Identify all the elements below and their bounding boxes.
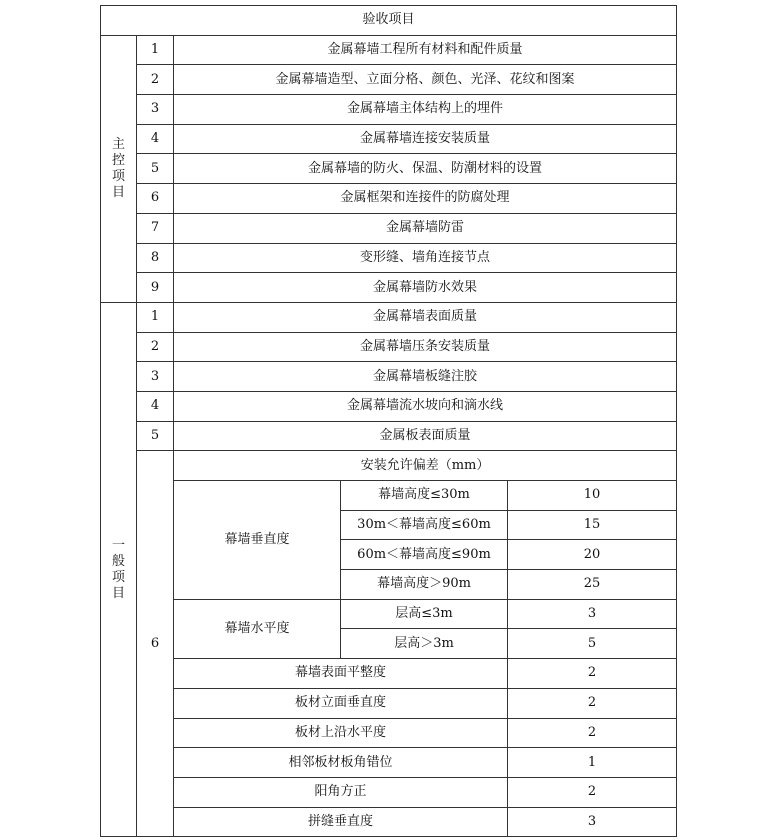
table-row: [101, 599, 677, 629]
table-header: 验收项目: [101, 6, 677, 36]
table-row: [101, 95, 677, 125]
item-text: 金属幕墙压条安装质量: [174, 332, 677, 362]
tolerance-condition: 60m＜幕墙高度≤90m: [341, 540, 508, 570]
item-number: 9: [137, 273, 174, 303]
tolerance-label: 板材上沿水平度: [174, 718, 508, 748]
item-number: 3: [137, 95, 174, 125]
item-number: 1: [137, 302, 174, 332]
table-row: [101, 213, 677, 243]
tolerance-group-label: 幕墙水平度: [174, 599, 341, 658]
tolerance-value: 2: [508, 688, 677, 718]
item-number: 2: [137, 332, 174, 362]
tolerance-condition: 层高≤3m: [341, 599, 508, 629]
table-row: [101, 362, 677, 392]
item-text: 金属幕墙主体结构上的埋件: [174, 95, 677, 125]
general-category-cell: [101, 302, 137, 836]
tolerance-label: 拼缝垂直度: [174, 807, 508, 837]
item-text: 金属幕墙防雷: [174, 213, 677, 243]
table-row: [101, 65, 677, 95]
item-text: 变形缝、墙角连接节点: [174, 243, 677, 273]
tolerance-label: 幕墙表面平整度: [174, 659, 508, 689]
tolerance-value: 5: [508, 629, 677, 659]
item-number: 3: [137, 362, 174, 392]
item-number: 1: [137, 35, 174, 65]
main-category-label: 主控项目: [111, 136, 125, 200]
table-row: [101, 273, 677, 303]
tolerance-value: 3: [508, 807, 677, 837]
tolerance-value: 2: [508, 777, 677, 807]
table-row: [101, 35, 677, 65]
tolerance-value: 20: [508, 540, 677, 570]
item-number: 2: [137, 65, 174, 95]
tolerance-condition: 幕墙高度≤30m: [341, 481, 508, 511]
item-number: 4: [137, 124, 174, 154]
table-row: [101, 302, 677, 332]
item-text: 金属幕墙造型、立面分格、颜色、光泽、花纹和图案: [174, 65, 677, 95]
tolerance-header: 安装允许偏差（mm）: [174, 451, 677, 481]
table-row: [101, 124, 677, 154]
tolerance-value: 15: [508, 510, 677, 540]
tolerance-label: 板材立面垂直度: [174, 688, 508, 718]
tolerance-value: 10: [508, 481, 677, 511]
table-row: [101, 748, 677, 778]
table-row: [101, 332, 677, 362]
item-number: 8: [137, 243, 174, 273]
tolerance-value: 1: [508, 748, 677, 778]
table-row: [101, 659, 677, 689]
general-category-label: 一般项目: [111, 537, 125, 601]
tolerance-group-label: 幕墙垂直度: [174, 481, 341, 600]
item-text: 金属板表面质量: [174, 421, 677, 451]
table-row: [101, 243, 677, 273]
item-text: 金属幕墙板缝注胶: [174, 362, 677, 392]
header-row: [101, 6, 677, 36]
tolerance-condition: 30m＜幕墙高度≤60m: [341, 510, 508, 540]
tolerance-value: 3: [508, 599, 677, 629]
item-number: 6: [137, 184, 174, 214]
table-row: [101, 777, 677, 807]
table-row: [101, 451, 677, 481]
tolerance-label: 阳角方正: [174, 777, 508, 807]
tolerance-condition: 幕墙高度＞90m: [341, 570, 508, 600]
item-number: 5: [137, 421, 174, 451]
item-text: 金属幕墙防水效果: [174, 273, 677, 303]
acceptance-table: [100, 5, 677, 837]
item-number: 6: [137, 451, 174, 837]
table-row: [101, 807, 677, 837]
table-row: [101, 421, 677, 451]
item-number: 7: [137, 213, 174, 243]
table-row: [101, 184, 677, 214]
item-number: 5: [137, 154, 174, 184]
item-text: 金属框架和连接件的防腐处理: [174, 184, 677, 214]
item-number: 4: [137, 391, 174, 421]
tolerance-value: 2: [508, 718, 677, 748]
item-text: 金属幕墙表面质量: [174, 302, 677, 332]
table-row: [101, 481, 677, 511]
item-text: 金属幕墙流水坡向和滴水线: [174, 391, 677, 421]
item-text: 金属幕墙的防火、保温、防潮材料的设置: [174, 154, 677, 184]
table-row: [101, 154, 677, 184]
tolerance-condition: 层高＞3m: [341, 629, 508, 659]
tolerance-label: 相邻板材板角错位: [174, 748, 508, 778]
item-text: 金属幕墙连接安装质量: [174, 124, 677, 154]
item-text: 金属幕墙工程所有材料和配件质量: [174, 35, 677, 65]
table-row: [101, 718, 677, 748]
tolerance-value: 25: [508, 570, 677, 600]
table-row: [101, 391, 677, 421]
main-category-cell: [101, 35, 137, 302]
table-row: [101, 688, 677, 718]
tolerance-value: 2: [508, 659, 677, 689]
